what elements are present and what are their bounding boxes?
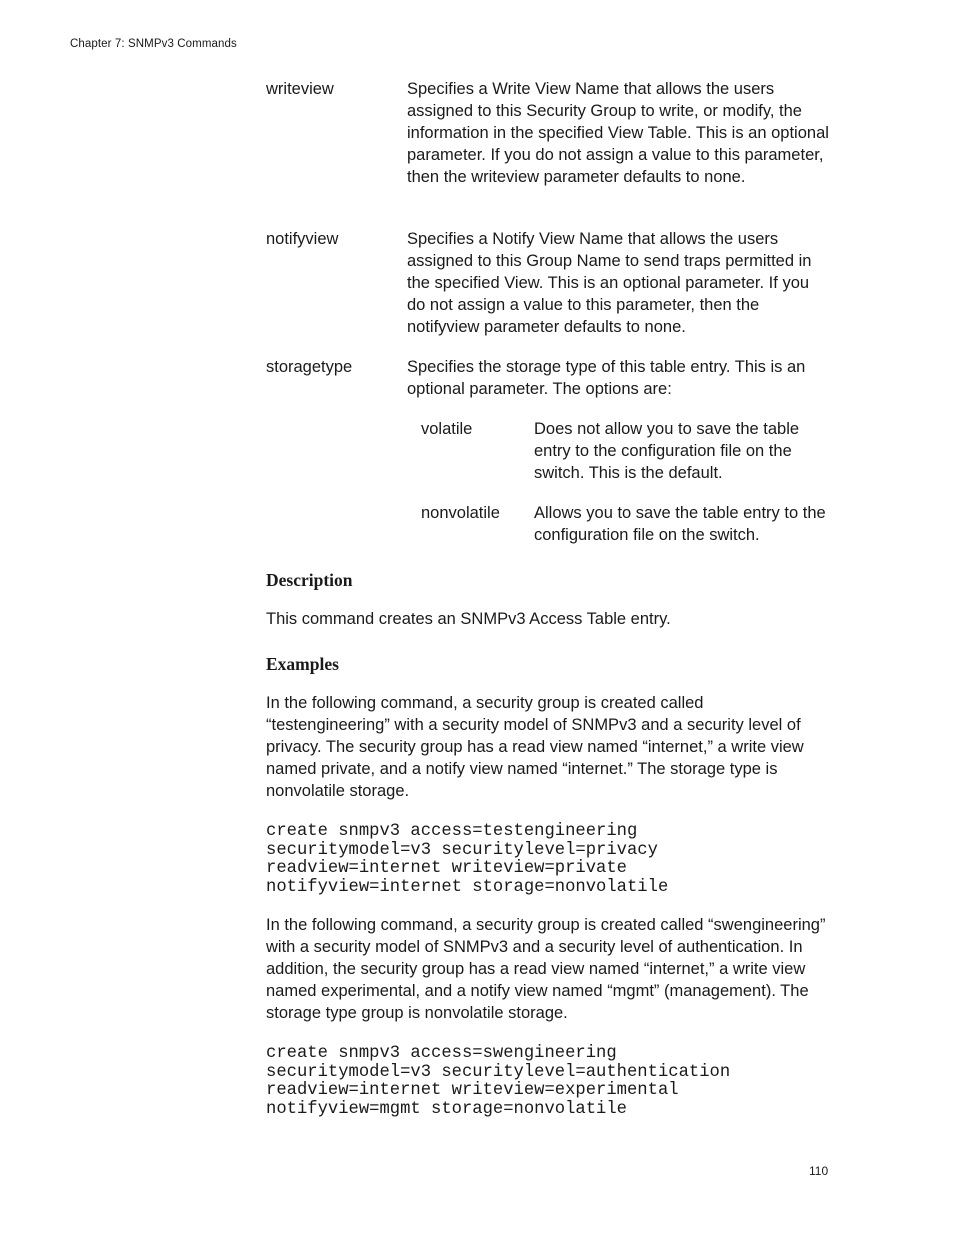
parameter-term: writeview: [266, 80, 334, 98]
examples-heading: Examples: [266, 654, 339, 674]
example-paragraph: In the following command, a security group is created called “testengineering” with a security model of SNMPv3 and a security level of privacy. The security group has a read view named “internet,” a write view named private, and a notify view named “internet.” The storage type is nonvolatile storage.: [266, 694, 804, 800]
parameter-definition: Specifies a Write View Name that allows the users assigned to this Security Group to write, or modify, the information in the specified View Table. This is an optional parameter. If you do not assign a value to this parameter, then the writeview parameter defaults to none.: [407, 80, 829, 186]
option-term: volatile: [421, 420, 473, 438]
code-block: create snmpv3 access=swengineering securitymodel=v3 securitylevel=authentication readview=internet writeview=experimental notifyview=mgmt storage=nonvolatile: [266, 1044, 731, 1119]
example-paragraph: In the following command, a security group is created called “swengineering” with a security model of SNMPv3 and a security level of authentication. In addition, the security group has a read view named “internet,” a write view named experimental, and a notify view named “mgmt” (management). The storage type group is nonvolatile storage.: [266, 916, 826, 1022]
parameter-definition: Specifies the storage type of this table entry. This is an optional parameter. The options are:: [407, 358, 806, 398]
parameter-term: storagetype: [266, 358, 353, 376]
code-block: create snmpv3 access=testengineering securitymodel=v3 securitylevel=privacy readview=internet writeview=private notifyview=internet storage=nonvolatile: [266, 822, 669, 897]
description-text: This command creates an SNMPv3 Access Table entry.: [266, 610, 671, 628]
description-heading: Description: [266, 570, 353, 590]
option-definition: Does not allow you to save the table entry to the configuration file on the switch. This is the default.: [534, 420, 800, 482]
option-term: nonvolatile: [421, 504, 500, 522]
parameter-definition: Specifies a Notify View Name that allows the users assigned to this Group Name to send traps permitted in the specified View. This is an optional parameter. If you do not assign a value to this parameter, then the notifyview parameter defaults to none.: [407, 230, 812, 336]
option-definition: Allows you to save the table entry to the configuration file on the switch.: [534, 504, 826, 544]
parameter-term: notifyview: [266, 230, 339, 248]
running-head: Chapter 7: SNMPv3 Commands: [70, 38, 237, 50]
page-number: 110: [809, 1164, 829, 1178]
